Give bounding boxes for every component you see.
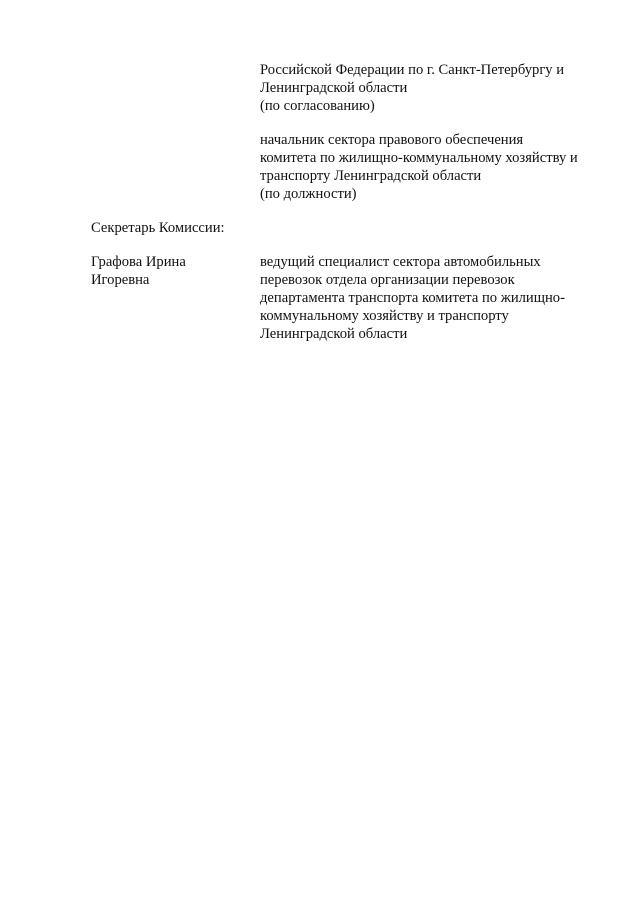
- member-position-line: транспорту Ленинградской области: [260, 168, 482, 184]
- secretary-position-line: ведущий специалист сектора автомобильных: [260, 254, 541, 270]
- member-position-line: Российской Федерации по г. Санкт-Петербургу и: [260, 62, 565, 78]
- member-position-line: начальник сектора правового обеспечения: [260, 132, 524, 148]
- secretary-position-line: коммунальному хозяйству и транспорту: [260, 308, 509, 324]
- secretary-position-line: Ленинградской области: [260, 326, 408, 342]
- secretary-position-line: перевозок отдела организации перевозок: [260, 272, 515, 288]
- member-position-line: Ленинградской области: [260, 80, 408, 96]
- member-position-note: (по должности): [260, 186, 357, 202]
- secretary-position-line: департамента транспорта комитета по жилищно-: [260, 290, 565, 306]
- member-position-line: комитета по жилищно-коммунальному хозяйству и: [260, 150, 578, 166]
- secretary-name-line: Игоревна: [91, 272, 150, 288]
- member-position-note: (по согласованию): [260, 98, 375, 114]
- secretary-name-line: Графова Ирина: [91, 254, 186, 270]
- secretary-heading: Секретарь Комиссии:: [91, 220, 225, 236]
